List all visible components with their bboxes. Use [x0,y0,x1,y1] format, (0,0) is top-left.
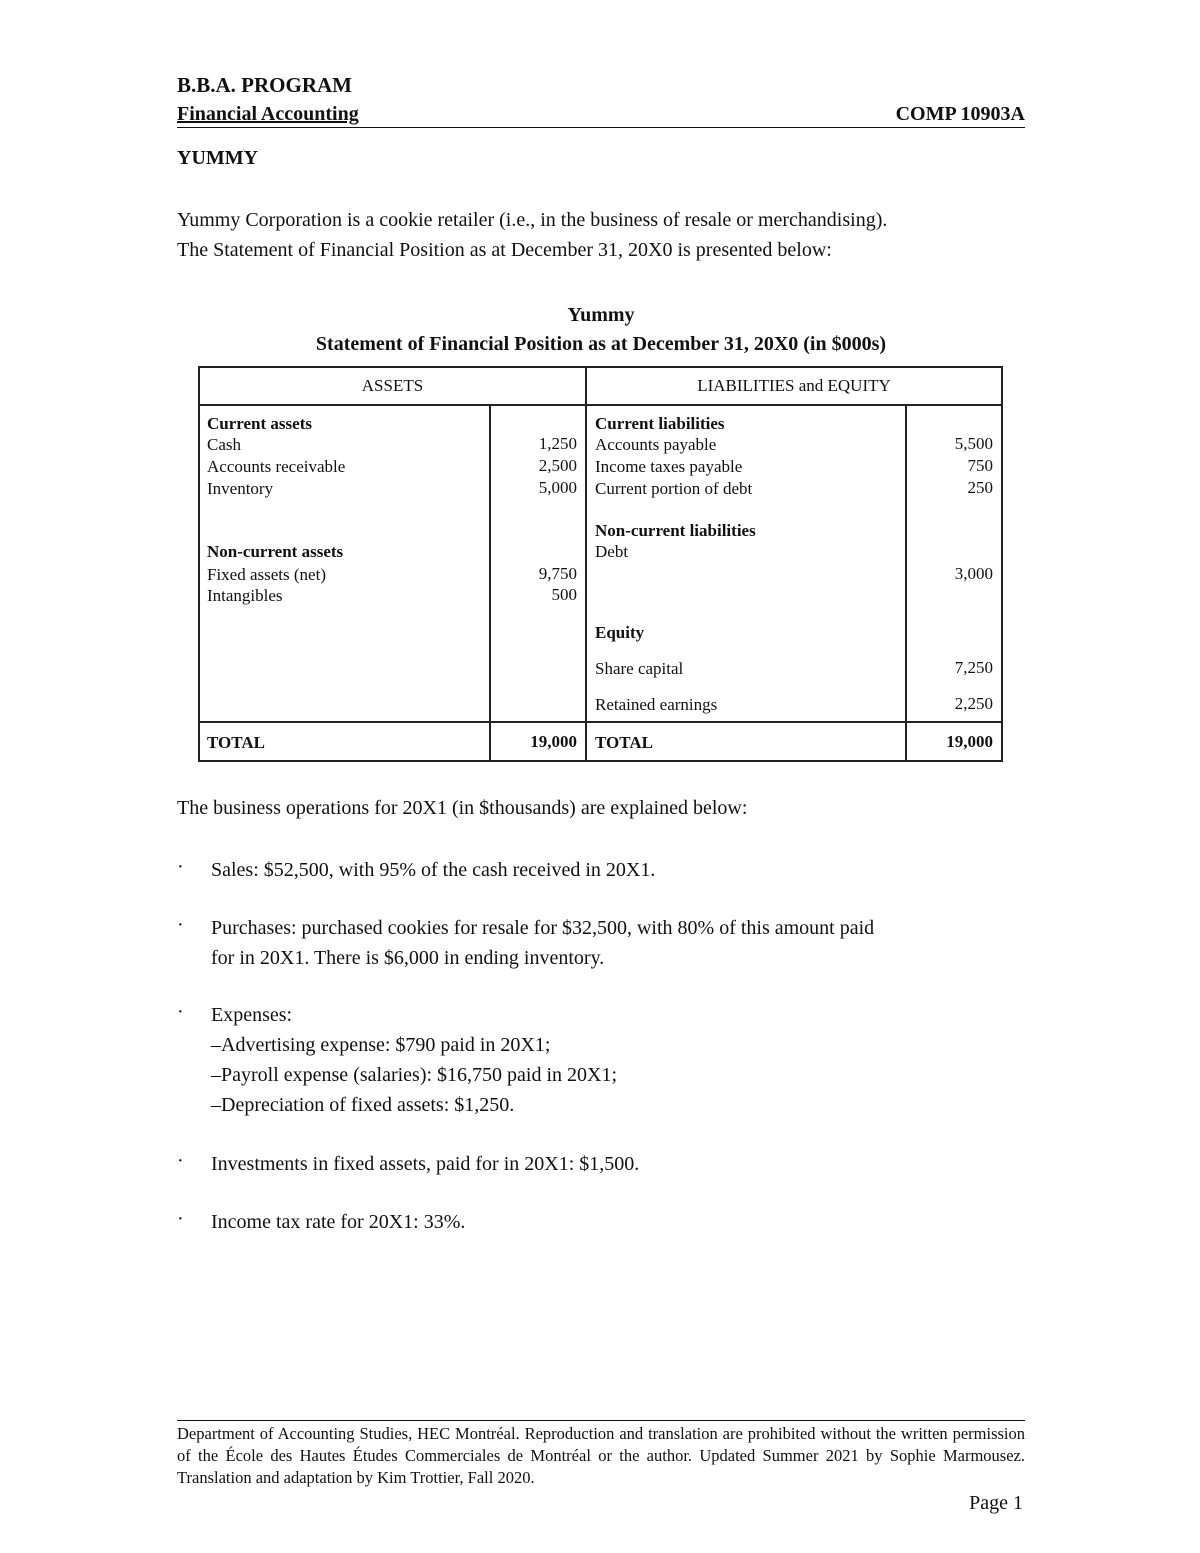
retained-earnings-amount: 2,250 [954,694,993,713]
noncurrent-liab-label: Non-current liabilities [595,521,756,540]
intangibles-label: Intangibles [207,586,283,605]
current-assets-label: Current assets [207,414,312,433]
sales-item: Sales: $52,500, with 95% of the cash received in 20X1. [211,859,656,881]
fixed-assets-label: Fixed assets (net) [207,565,326,584]
cash-amount: 1,250 [538,434,577,453]
debt-label: Debt [595,542,629,561]
ar-label: Accounts receivable [207,457,346,476]
purchases-item [211,913,1025,973]
cash-label: Cash [207,435,241,454]
current-liab-label: Current liabilities [595,414,725,433]
ar-amount: 2,500 [538,456,577,475]
equity-label: Equity [595,623,645,642]
ap-amount: 5,500 [954,434,993,453]
footer-note: Department of Accounting Studies, HEC Montréal. Reproduction and translation are prohibited without the written permission of the École des Hautes Études Commerciales de Montréal or the author. Updated Summer 2021 by Sophie Marmousez. Translation and adaptation by Kim Trottier, Fall 2020. [177,1420,1025,1489]
itp-amount: 750 [967,456,993,475]
bullet-sales: · [177,856,184,878]
purchases-line-2: for in 20X1. There is $6,000 in ending inventory. [211,947,605,969]
program-label: B.B.A. PROGRAM [177,73,352,97]
bullet-tax: · [177,1208,184,1230]
expenses-item [211,1000,1025,1120]
intangibles-amount: 500 [551,585,577,604]
payroll-expense: –Payroll expense (salaries): $16,750 paid in 20X1; [211,1064,618,1086]
bullet-investments: · [177,1150,184,1172]
intro-line-1: Yummy Corporation is a cookie retailer (i.e., in the business of resale or merchandising). [177,209,888,231]
retained-earnings-label: Retained earnings [595,695,718,714]
assets-amount-divider [489,404,491,760]
inventory-label: Inventory [207,479,274,498]
operations-intro: The business operations for 20X1 (in $thousands) are explained below: [177,797,748,819]
inventory-amount: 5,000 [538,478,577,497]
investments-item: Investments in fixed assets, paid for in 20X1: $1,500. [211,1153,640,1175]
share-capital-amount: 7,250 [954,658,993,677]
total-liab-amount: 19,000 [946,732,993,751]
intro-line-2: The Statement of Financial Position as at December 31, 20X0 is presented below: [177,239,832,261]
cpd-label: Current portion of debt [595,479,753,498]
course-code: COMP 10903A [895,103,1025,125]
noncurrent-assets-label: Non-current assets [207,542,344,561]
ap-label: Accounts payable [595,435,717,454]
tax-item: Income tax rate for 20X1: 33%. [211,1211,466,1233]
assets-header: ASSETS [361,376,424,395]
intro-paragraph [177,205,1037,265]
share-capital-label: Share capital [595,659,684,678]
depreciation-expense: –Depreciation of fixed assets: $1,250. [211,1094,515,1116]
statement-company: Yummy [567,304,635,326]
bullet-purchases: · [177,914,184,936]
course-name: Financial Accounting [177,103,359,125]
debt-amount: 3,000 [954,564,993,583]
case-title: YUMMY [177,147,259,169]
page-number: Page 1 [969,1492,1023,1514]
total-divider [200,721,1001,723]
center-divider [585,368,587,760]
total-assets-amount: 19,000 [530,732,577,751]
advertising-expense: –Advertising expense: $790 paid in 20X1; [211,1034,551,1056]
liab-amount-divider [905,404,907,760]
total-assets-label: TOTAL [207,733,265,752]
balance-sheet-table [198,366,1003,762]
purchases-line-1: Purchases: purchased cookies for resale for $32,500, with 80% of this amount paid [211,917,875,939]
header-divider [200,404,1001,406]
liabilities-header: LIABILITIES and EQUITY [697,376,891,395]
cpd-amount: 250 [967,478,993,497]
expenses-label: Expenses: [211,1004,293,1026]
fixed-assets-amount: 9,750 [538,564,577,583]
course-header [177,103,1025,128]
statement-title: Statement of Financial Position as at December 31, 20X0 (in $000s) [315,333,887,355]
bullet-expenses: · [177,1001,184,1023]
itp-label: Income taxes payable [595,457,743,476]
total-liab-label: TOTAL [595,733,653,752]
